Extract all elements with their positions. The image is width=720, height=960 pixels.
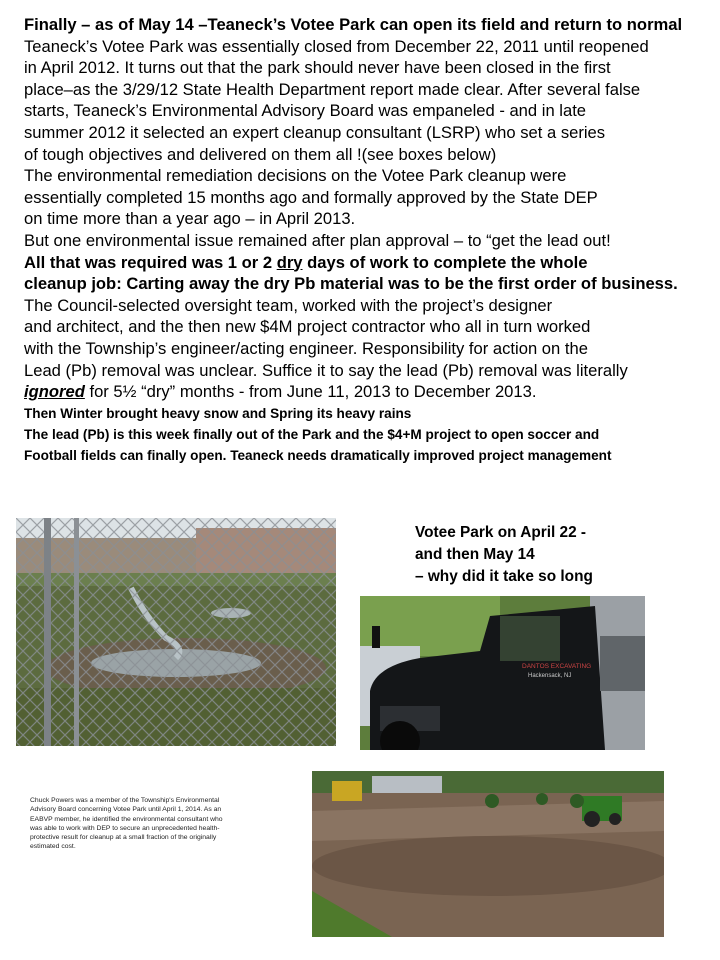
fence-field-photo: [16, 518, 336, 746]
paragraph-line: summer 2012 it selected an expert cleanup consultant (LSRP) who set a series: [24, 122, 606, 142]
truck-door-text: Hackensack, NJ: [528, 673, 572, 679]
caption-line: and then May 14: [415, 546, 535, 563]
paragraph-line: in April 2012. It turns out that the park should never have been closed in the first: [24, 58, 611, 78]
closing-line: Football fields can finally open. Teaneck needs dramatically improved project management: [24, 447, 612, 463]
paragraph-line: place–as the 3/29/12 State Health Department report made clear. After several false: [24, 79, 641, 99]
emphasis-line: [24, 252, 720, 274]
dirt-field-photo: [312, 771, 664, 937]
paragraph-line: essentially completed 15 months ago and formally approved by the State DEP: [24, 187, 598, 207]
caption-line: Votee Park on April 22 -: [415, 524, 587, 541]
underlined-word: dry: [276, 252, 303, 272]
paragraph-line: of tough objectives and delivered on them all !(see boxes below): [24, 144, 497, 164]
paragraph-line: But one environmental issue remained after plan approval – to “get the lead out!: [24, 230, 611, 250]
headline: Finally – as of May 14 –Teaneck’s Votee Park can open its field and return to normal: [24, 15, 683, 34]
article: [24, 14, 720, 466]
paragraph-line: The Council-selected oversight team, worked with the project’s designer: [24, 295, 553, 315]
emphasis-text: All that was required was 1 or 2: [24, 252, 277, 272]
paragraph-line: on time more than a year ago – in April 2013.: [24, 209, 356, 229]
truck-photo: [360, 596, 645, 750]
closing-line: The lead (Pb) is this week finally out of the Park and the $4+M project to open soccer and: [24, 426, 600, 442]
paragraph-line: with the Township’s engineer/acting engineer. Responsibility for action on the: [24, 338, 588, 358]
closing-line: Then Winter brought heavy snow and Spring its heavy rains: [24, 405, 412, 421]
paragraph-line: starts, Teaneck’s Environmental Advisory Board was empaneled - and in late: [24, 101, 587, 121]
paragraph-line: Teaneck’s Votee Park was essentially closed from December 22, 2011 until reopened: [24, 36, 649, 56]
truck-door-text: DANTOS EXCAVATING: [522, 663, 592, 670]
paragraph-line: [24, 381, 720, 403]
ignored-word: ignored: [24, 382, 85, 402]
paragraph-line: and architect, and the then new $4M project contractor who all in turn worked: [24, 317, 591, 337]
emphasis-text: days of work to complete the whole: [302, 252, 588, 272]
caption-line: – why did it take so long: [415, 568, 593, 585]
paragraph-line: The environmental remediation decisions on the Votee Park cleanup were: [24, 166, 567, 186]
paragraph-line: Lead (Pb) removal was unclear. Suffice it to say the lead (Pb) removal was literally: [24, 360, 628, 380]
emphasis-line: cleanup job: Carting away the dry Pb material was to be the first order of business.: [24, 274, 678, 294]
photo-caption: [415, 522, 593, 588]
author-bio: Chuck Powers was a member of the Township's Environmental Advisory Board concerning Votee Park until April 1, 2014. As an EABVP member, he identified the environmental consultant who was able to work with DEP to secure an unprecedented health-protective result for cleanup at a small fraction of the originally estimated cost.: [30, 797, 223, 851]
paragraph-text: for 5½ “dry” months - from June 11, 2013 to December 2013.: [84, 382, 537, 402]
